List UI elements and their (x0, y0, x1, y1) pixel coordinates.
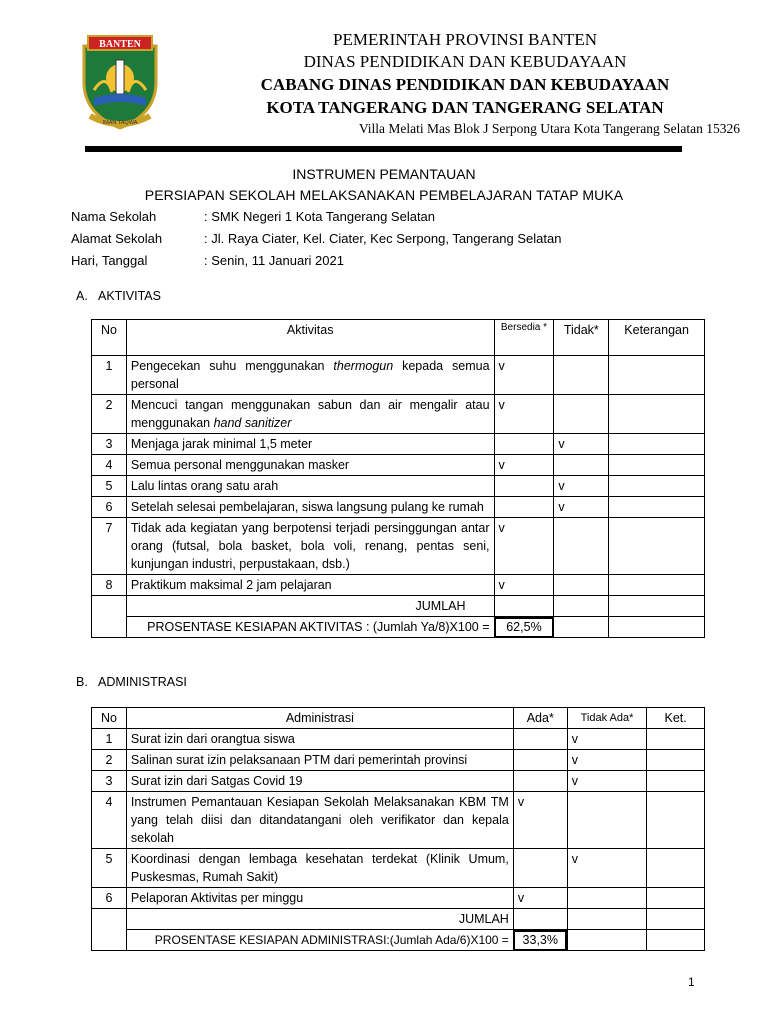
row-not-mark: v (554, 476, 609, 497)
row-number: 6 (92, 497, 127, 518)
table-row (92, 356, 705, 395)
info-value: : Senin, 11 Januari 2021 (204, 253, 344, 268)
row-activity: Lalu lintas orang satu arah (126, 476, 494, 497)
row-available-mark: v (513, 888, 567, 909)
table-row (92, 888, 705, 909)
row-note (647, 792, 705, 849)
total-row (92, 596, 705, 617)
table-row (92, 750, 705, 771)
document-title: INSTRUMEN PEMANTAUAN (292, 166, 476, 182)
table-row (92, 395, 705, 434)
row-note (647, 849, 705, 888)
letterhead-divider (85, 146, 682, 152)
row-administration: Instrumen Pemantauan Kesiapan Sekolah Melaksanakan KBM TM yang telah diisi dan ditandatangani oleh verifikator dan kepala sekolah (126, 792, 513, 849)
row-administration: Surat izin dari orangtua siswa (126, 729, 513, 750)
row-activity: Praktikum maksimal 2 jam pelajaran (126, 575, 494, 596)
info-school-name (71, 209, 435, 224)
section-letter: B. (76, 675, 88, 689)
row-activity: Pengecekan suhu menggunakan thermogun kepada semua personal (126, 356, 494, 395)
total-value (494, 596, 554, 617)
row-not-mark (554, 395, 609, 434)
row-number: 1 (92, 356, 127, 395)
row-activity: Menjaga jarak minimal 1,5 meter (126, 434, 494, 455)
row-willing-mark (494, 497, 554, 518)
row-number: 2 (92, 395, 127, 434)
total-value (513, 909, 567, 930)
section-b-heading (76, 675, 187, 689)
logo-motto: IMAN TAQWA (102, 120, 138, 126)
table-row (92, 434, 705, 455)
letterhead-address: Villa Melati Mas Blok J Serpong Utara Kota Tangerang Selatan 15326 (358, 121, 740, 136)
percent-label: PROSENTASE KESIAPAN AKTIVITAS : (Jumlah Ya/8)X100 = (126, 617, 494, 638)
row-not-available-mark (567, 792, 647, 849)
administration-table (91, 707, 705, 951)
page-number: 1 (688, 975, 695, 989)
row-number: 4 (92, 792, 127, 849)
header-available: Ada* (513, 708, 567, 729)
percent-row (92, 930, 705, 951)
table-row (92, 497, 705, 518)
info-value: : Jl. Raya Ciater, Kel. Ciater, Kec Serpong, Tangerang Selatan (204, 231, 562, 246)
info-date (71, 253, 344, 268)
percent-value: 62,5% (494, 617, 554, 638)
row-number: 5 (92, 849, 127, 888)
row-activity: Setelah selesai pembelajaran, siswa langsung pulang ke rumah (126, 497, 494, 518)
table-header-row (92, 320, 705, 356)
letterhead-line-4: KOTA TANGERANG DAN TANGERANG SELATAN (266, 98, 664, 117)
row-activity: Tidak ada kegiatan yang berpotensi terjadi persinggungan antar orang (futsal, bola basket, bola voli, renang, pentas seni, kunjungan industri, perpustakaan, dsb.) (126, 518, 494, 575)
header-willing: Bersedia * (494, 320, 554, 356)
row-willing-mark: v (494, 356, 554, 395)
row-note (609, 455, 705, 476)
row-number: 1 (92, 729, 127, 750)
table-row (92, 849, 705, 888)
row-activity: Mencuci tangan menggunakan sabun dan air mengalir atau menggunakan hand sanitizer (126, 395, 494, 434)
row-number: 8 (92, 575, 127, 596)
section-letter: A. (76, 289, 88, 303)
row-not-mark (554, 356, 609, 395)
row-number: 7 (92, 518, 127, 575)
header-activity: Aktivitas (126, 320, 494, 356)
row-note (609, 356, 705, 395)
header-note: Ket. (647, 708, 705, 729)
row-note (647, 888, 705, 909)
row-administration: Koordinasi dengan lembaga kesehatan terdekat (Klinik Umum, Puskesmas, Rumah Sakit) (126, 849, 513, 888)
row-number: 3 (92, 434, 127, 455)
row-not-available-mark: v (567, 750, 647, 771)
table-row (92, 575, 705, 596)
row-available-mark (513, 729, 567, 750)
header-no: No (92, 708, 127, 729)
row-available-mark (513, 849, 567, 888)
letterhead-line-2: DINAS PENDIDIKAN DAN KEBUDAYAAN (303, 52, 627, 71)
info-label: Alamat Sekolah (71, 231, 163, 246)
row-note (609, 575, 705, 596)
section-title: AKTIVITAS (98, 289, 161, 303)
total-row (92, 909, 705, 930)
table-row (92, 476, 705, 497)
row-not-available-mark: v (567, 729, 647, 750)
table-row (92, 792, 705, 849)
document-subtitle: PERSIAPAN SEKOLAH MELAKSANAKAN PEMBELAJARAN TATAP MUKA (144, 187, 624, 203)
row-not-mark (554, 455, 609, 476)
row-administration: Pelaporan Aktivitas per minggu (126, 888, 513, 909)
row-willing-mark: v (494, 395, 554, 434)
row-not-mark (554, 518, 609, 575)
letterhead-line-1: PEMERINTAH PROVINSI BANTEN (332, 30, 598, 49)
row-available-mark: v (513, 792, 567, 849)
info-label: Nama Sekolah (71, 209, 157, 224)
table-header-row (92, 708, 705, 729)
row-not-available-mark: v (567, 849, 647, 888)
percent-value: 33,3% (513, 930, 567, 951)
row-not-mark (554, 575, 609, 596)
row-willing-mark: v (494, 455, 554, 476)
row-note (609, 395, 705, 434)
banten-province-logo (76, 32, 164, 132)
row-willing-mark (494, 434, 554, 455)
row-note (647, 771, 705, 792)
header-administration: Administrasi (126, 708, 513, 729)
row-available-mark (513, 750, 567, 771)
logo-label: BANTEN (99, 39, 141, 50)
table-row (92, 771, 705, 792)
header-note: Keterangan (609, 320, 705, 356)
header-not: Tidak* (554, 320, 609, 356)
activity-table (91, 319, 705, 638)
section-title: ADMINISTRASI (98, 675, 187, 689)
total-label: JUMLAH (126, 909, 513, 930)
table-row (92, 518, 705, 575)
info-value: : SMK Negeri 1 Kota Tangerang Selatan (204, 209, 436, 224)
row-not-mark: v (554, 434, 609, 455)
row-activity: Semua personal menggunakan masker (126, 455, 494, 476)
row-number: 2 (92, 750, 127, 771)
row-number: 3 (92, 771, 127, 792)
row-not-available-mark: v (567, 771, 647, 792)
row-not-available-mark (567, 888, 647, 909)
row-willing-mark: v (494, 575, 554, 596)
row-note (609, 518, 705, 575)
header-not-available: Tidak Ada* (567, 708, 647, 729)
percent-row (92, 617, 705, 638)
row-willing-mark: v (494, 518, 554, 575)
section-a-heading (76, 289, 161, 303)
row-administration: Surat izin dari Satgas Covid 19 (126, 771, 513, 792)
row-available-mark (513, 771, 567, 792)
row-number: 6 (92, 888, 127, 909)
info-label: Hari, Tanggal (71, 253, 148, 268)
header-no: No (92, 320, 127, 356)
row-note (609, 476, 705, 497)
row-note (647, 750, 705, 771)
row-number: 5 (92, 476, 127, 497)
total-label: JUMLAH (126, 596, 494, 617)
row-note (609, 434, 705, 455)
table-row (92, 729, 705, 750)
row-not-mark: v (554, 497, 609, 518)
info-school-address (71, 231, 561, 246)
percent-label: PROSENTASE KESIAPAN ADMINISTRASI:(Jumlah Ada/6)X100 = (126, 930, 513, 951)
table-row (92, 455, 705, 476)
row-willing-mark (494, 476, 554, 497)
letterhead-line-3: CABANG DINAS PENDIDIKAN DAN KEBUDAYAAN (260, 75, 670, 94)
row-note (647, 729, 705, 750)
row-number: 4 (92, 455, 127, 476)
row-note (609, 497, 705, 518)
row-administration: Salinan surat izin pelaksanaan PTM dari pemerintah provinsi (126, 750, 513, 771)
